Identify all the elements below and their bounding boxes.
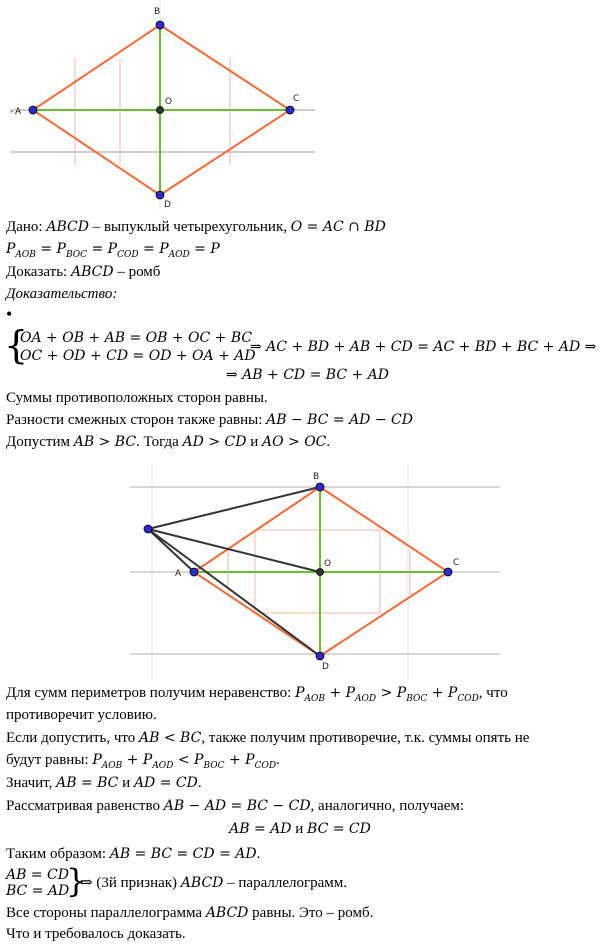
figure-rhombus-2 [0, 455, 600, 680]
text-perimeter-inequality: Для сумм периметров получим неравенство: $P_{AOB} + P_{AOD} > P_{BOC} + P_{COD}$, что [6, 685, 508, 704]
text-contradicts: противоречит условию. [6, 707, 157, 723]
label2-o: O [324, 559, 332, 569]
label2-b: B [313, 472, 320, 482]
given-line-2: $P_{AOB} = P_{BOC} = P_{COD} = P_{AOD} = P$ [6, 241, 220, 260]
label2-a: A [175, 569, 182, 579]
text-differences: Разности смежных сторон также равны: AB − BC = AD − CD [6, 412, 413, 428]
text-thus: Таким образом: AB = BC = CD = AD. [6, 846, 261, 862]
label2-d: D [322, 662, 329, 672]
system-brace: { [4, 323, 29, 367]
text-considering: Рассматривая равенство AB − AD = BC − CD, аналогично, получаем: [6, 798, 465, 814]
label-a: A [15, 107, 22, 117]
given-line-1: Дано: ABCD – выпуклый четырехугольник, O = AC ∩ BD [6, 219, 386, 235]
bullet: • [6, 304, 13, 324]
text-opposite-sides: Суммы противоположных сторон равны. [6, 390, 268, 406]
label2-c: C [453, 558, 460, 568]
text-not-equal: будут равны: $P_{AOB} + P_{AOD} < P_{BOC} + P_{COD}$. [6, 752, 280, 771]
text-centered-result: AB = AD и BC = CD [229, 821, 371, 837]
proof-heading: Доказательство: [6, 286, 118, 302]
text-therefore: Значит, AB = BC и AD = CD. [6, 775, 202, 791]
implication-2: ⇒ AB + CD = BC + AD [226, 367, 390, 383]
system-eq-2: OC + OD + CD = OD + OA + AD [20, 348, 256, 364]
system-eq-1: OA + OB + AB = OB + OC + BC [20, 330, 253, 346]
given-line-3: Доказать: ABCD – ромб [6, 264, 161, 280]
system2-eq-2: BC = AD [6, 883, 70, 899]
system2-brace: } [66, 862, 87, 900]
label-b: B [154, 7, 161, 17]
system2-eq-1: AB = CD [6, 867, 69, 883]
text-all-sides: Все стороны параллелограмма ABCD равны. Это – ромб. [6, 905, 374, 921]
implication-1: ⇒ AC + BD + AB + CD = AC + BD + BC + AD ⇒ [250, 339, 597, 355]
svg-text:-: - [10, 107, 14, 117]
text-if-less: Если допустить, что AB < BC, также получим противоречие, т.к. суммы опять не [6, 730, 530, 746]
label-c: C [293, 94, 300, 104]
figure-rhombus-1 [0, 0, 600, 210]
text-qed: Что и требовалось доказать. [6, 926, 186, 942]
text-parallelogram: ⇒ (3й признак) ABCD – параллелограмм. [80, 875, 348, 891]
label-o: O [165, 97, 173, 107]
label-d: D [164, 200, 171, 210]
text-assume: Допустим AB > BC. Тогда AD > CD и AO > OC. [6, 434, 331, 450]
